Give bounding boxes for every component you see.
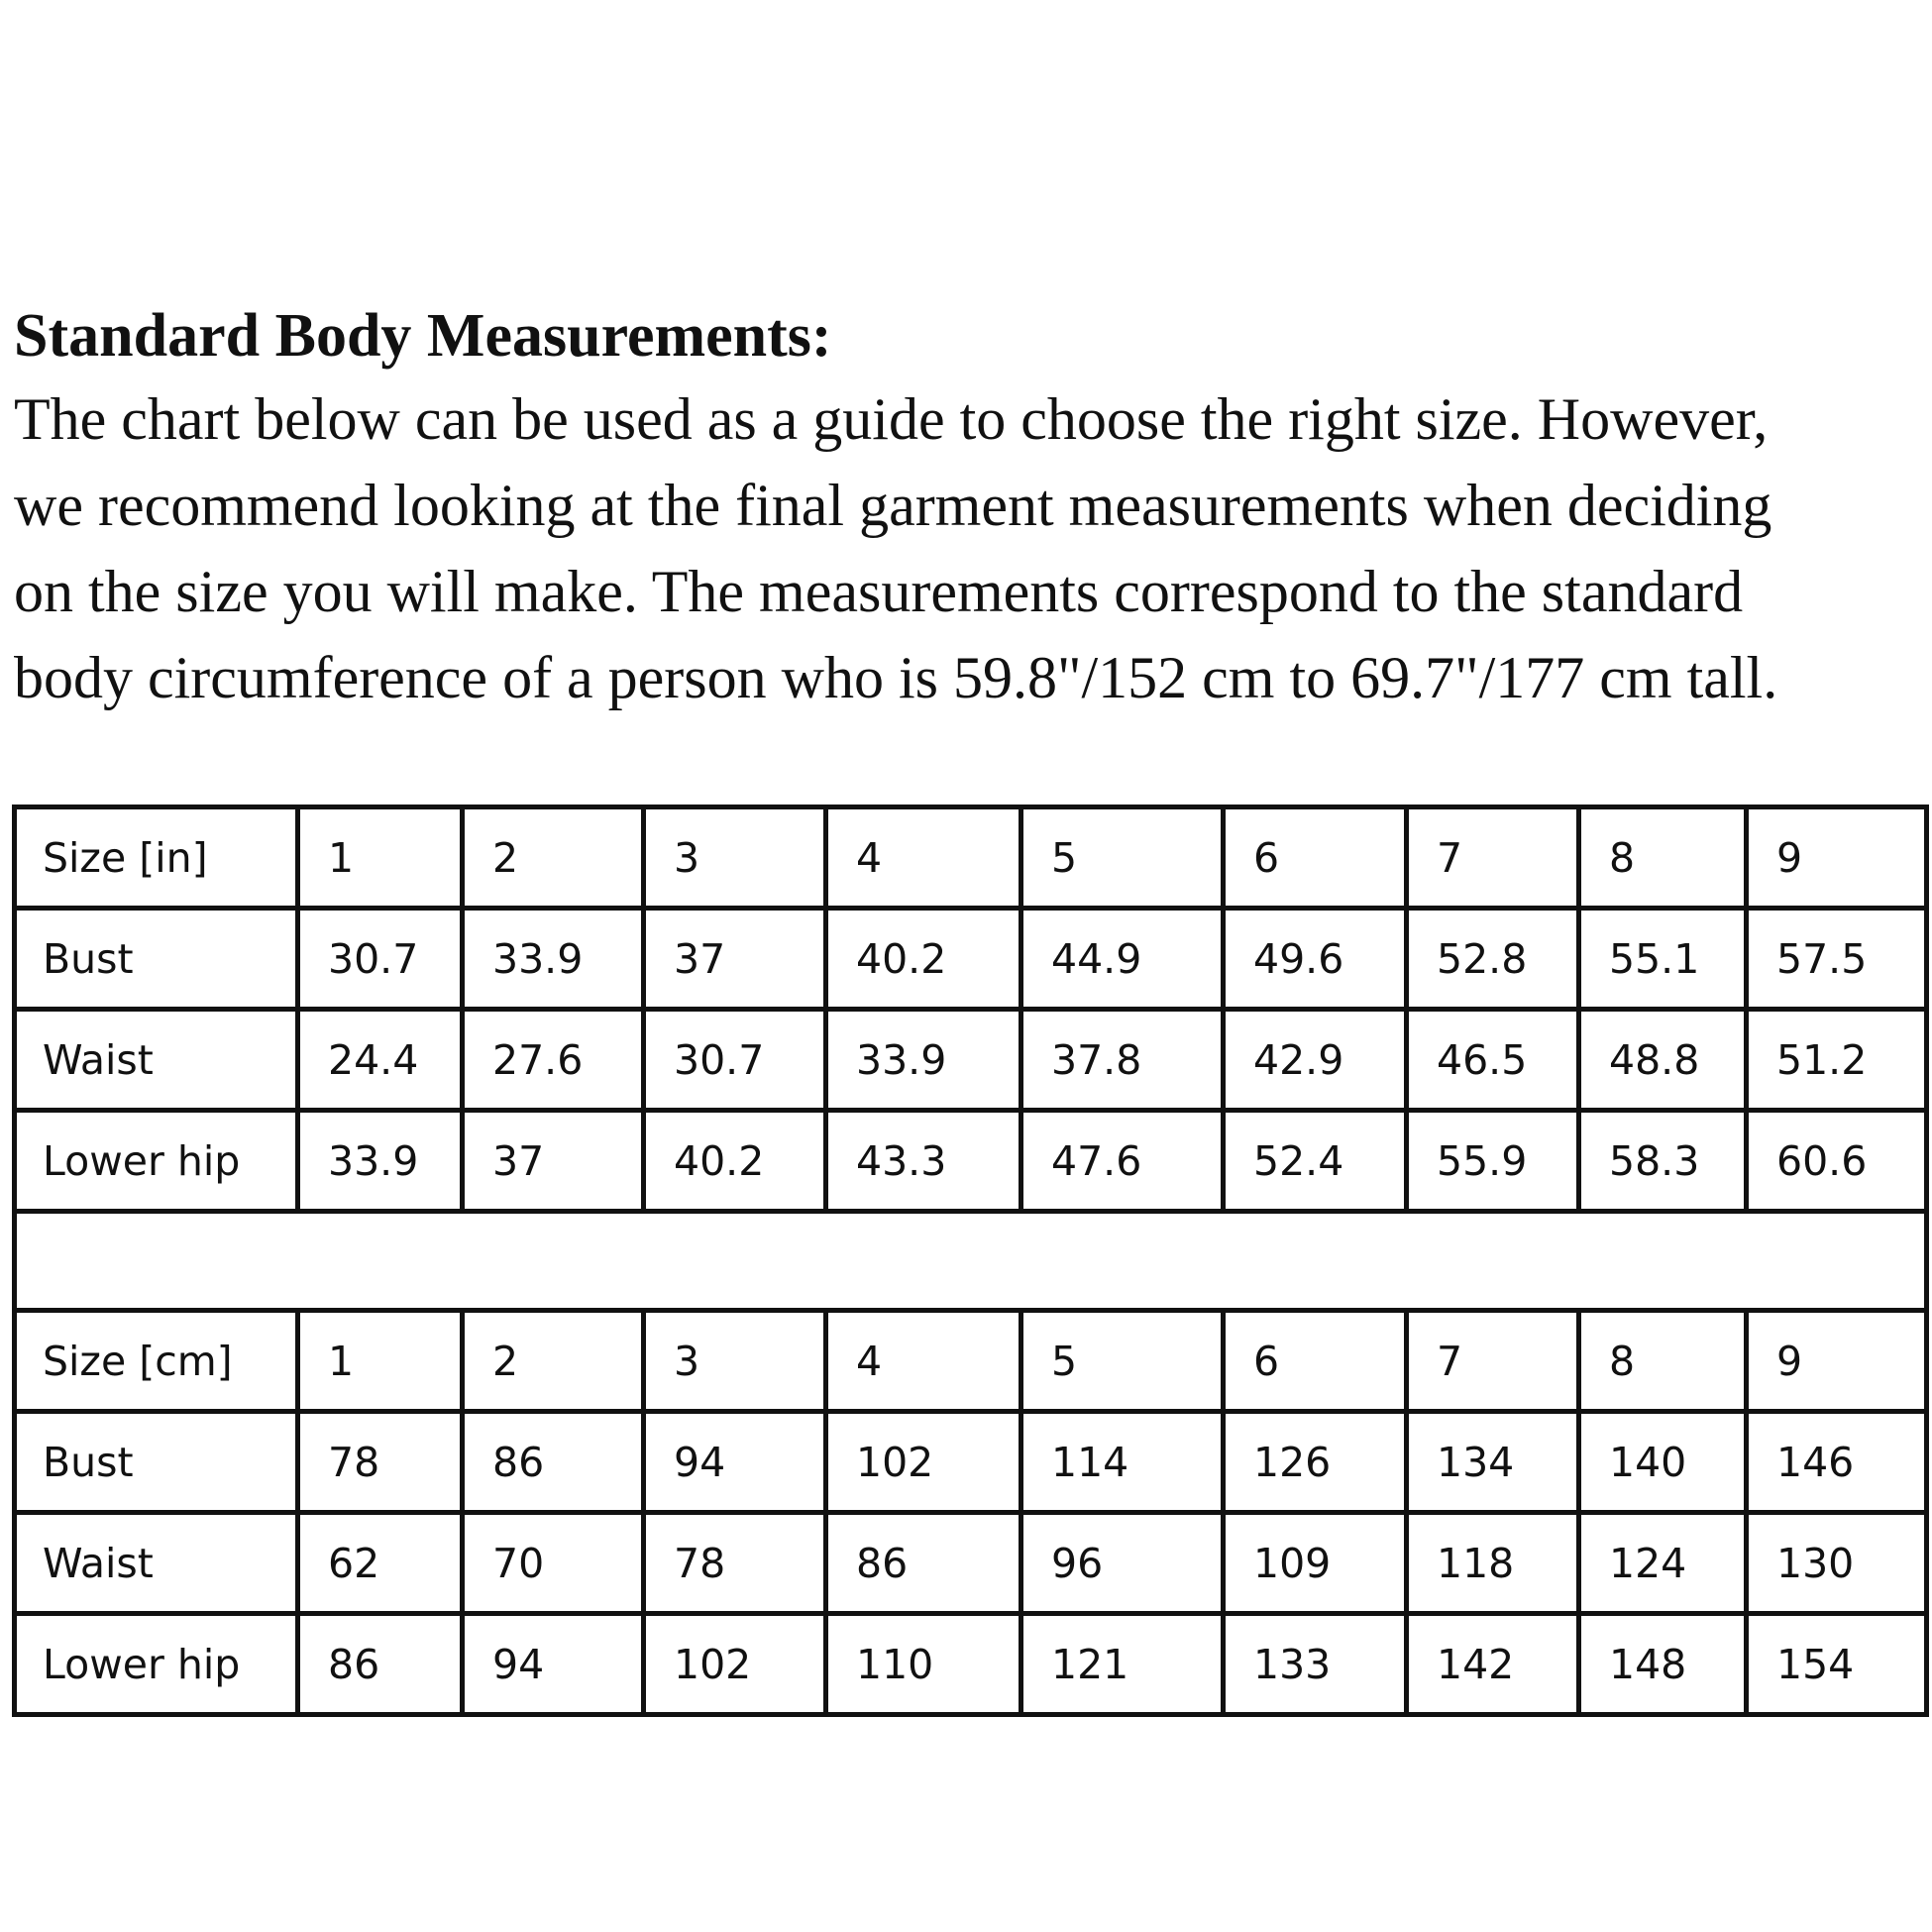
table-cell: 57.5 bbox=[1747, 909, 1927, 1010]
table-row bbox=[15, 909, 1927, 1010]
header-cell: 5 bbox=[1021, 807, 1224, 909]
table-cell: 46.5 bbox=[1407, 1010, 1579, 1111]
table-cell: 30.7 bbox=[644, 1010, 826, 1111]
header-cell: 1 bbox=[298, 807, 463, 909]
table-cell: 40.2 bbox=[826, 909, 1021, 1010]
table-cell: 109 bbox=[1224, 1513, 1407, 1614]
table-cell: 124 bbox=[1579, 1513, 1747, 1614]
header-cell: 4 bbox=[826, 1311, 1021, 1412]
table-row bbox=[15, 1412, 1927, 1513]
header-cell: 2 bbox=[463, 807, 644, 909]
table-cell: 30.7 bbox=[298, 909, 463, 1010]
header-cell: 8 bbox=[1579, 807, 1747, 909]
header-cell: 3 bbox=[644, 807, 826, 909]
page-title: Standard Body Measurements: bbox=[14, 302, 832, 370]
table-cell: 37 bbox=[463, 1111, 644, 1212]
table-cell: 40.2 bbox=[644, 1111, 826, 1212]
cm-header-row bbox=[15, 1311, 1927, 1412]
intro-section bbox=[14, 295, 1932, 721]
table-cell: 142 bbox=[1407, 1614, 1579, 1715]
table-cell: 114 bbox=[1021, 1412, 1224, 1513]
table-cell: 86 bbox=[298, 1614, 463, 1715]
header-cell: 6 bbox=[1224, 1311, 1407, 1412]
table-cell: 70 bbox=[463, 1513, 644, 1614]
table-cell: 126 bbox=[1224, 1412, 1407, 1513]
table-cell: 49.6 bbox=[1224, 909, 1407, 1010]
row-label: Waist bbox=[15, 1513, 298, 1614]
table-cell: 27.6 bbox=[463, 1010, 644, 1111]
table-row bbox=[15, 1010, 1927, 1111]
table-cell: 94 bbox=[463, 1614, 644, 1715]
table-cell: 130 bbox=[1747, 1513, 1927, 1614]
table-cell: 96 bbox=[1021, 1513, 1224, 1614]
table-cell: 37.8 bbox=[1021, 1010, 1224, 1111]
table-cell: 33.9 bbox=[463, 909, 644, 1010]
table-cell: 140 bbox=[1579, 1412, 1747, 1513]
header-cell: 9 bbox=[1747, 807, 1927, 909]
spacer-row bbox=[15, 1212, 1927, 1311]
row-label: Lower hip bbox=[15, 1614, 298, 1715]
table-row bbox=[15, 1614, 1927, 1715]
row-label: Bust bbox=[15, 909, 298, 1010]
header-cell: 7 bbox=[1407, 1311, 1579, 1412]
header-cell: 7 bbox=[1407, 807, 1579, 909]
header-cell: 9 bbox=[1747, 1311, 1927, 1412]
intro-paragraph-line-1: The chart below can be used as a guide to choose the right size. However, bbox=[14, 386, 1769, 452]
table-cell: 58.3 bbox=[1579, 1111, 1747, 1212]
intro-paragraph-line-4: body circumference of a person who is 59.8"/152 cm to 69.7"/177 cm tall. bbox=[14, 645, 1778, 710]
table-cell: 43.3 bbox=[826, 1111, 1021, 1212]
table-cell: 44.9 bbox=[1021, 909, 1224, 1010]
inch-header-row bbox=[15, 807, 1927, 909]
header-cell: 3 bbox=[644, 1311, 826, 1412]
header-cell: Size [in] bbox=[15, 807, 298, 909]
table-cell: 42.9 bbox=[1224, 1010, 1407, 1111]
table-cell: 52.8 bbox=[1407, 909, 1579, 1010]
table-cell: 94 bbox=[644, 1412, 826, 1513]
header-cell: 2 bbox=[463, 1311, 644, 1412]
table-cell: 102 bbox=[826, 1412, 1021, 1513]
table-cell: 24.4 bbox=[298, 1010, 463, 1111]
table-cell: 148 bbox=[1579, 1614, 1747, 1715]
table-cell: 86 bbox=[463, 1412, 644, 1513]
table-cell: 55.1 bbox=[1579, 909, 1747, 1010]
table-cell: 55.9 bbox=[1407, 1111, 1579, 1212]
table-cell: 102 bbox=[644, 1614, 826, 1715]
table-cell: 33.9 bbox=[826, 1010, 1021, 1111]
table-cell: 133 bbox=[1224, 1614, 1407, 1715]
table-cell: 154 bbox=[1747, 1614, 1927, 1715]
spacer-cell bbox=[15, 1212, 1927, 1311]
table-cell: 86 bbox=[826, 1513, 1021, 1614]
table-cell: 51.2 bbox=[1747, 1010, 1927, 1111]
intro-paragraph-line-3: on the size you will make. The measurements correspond to the standard bbox=[14, 559, 1744, 624]
table-cell: 37 bbox=[644, 909, 826, 1010]
header-cell: 4 bbox=[826, 807, 1021, 909]
header-cell: 1 bbox=[298, 1311, 463, 1412]
table-cell: 62 bbox=[298, 1513, 463, 1614]
table-cell: 52.4 bbox=[1224, 1111, 1407, 1212]
table-cell: 78 bbox=[644, 1513, 826, 1614]
header-cell: Size [cm] bbox=[15, 1311, 298, 1412]
table-cell: 118 bbox=[1407, 1513, 1579, 1614]
row-label: Bust bbox=[15, 1412, 298, 1513]
header-cell: 6 bbox=[1224, 807, 1407, 909]
table-row bbox=[15, 1513, 1927, 1614]
row-label: Lower hip bbox=[15, 1111, 298, 1212]
table-cell: 60.6 bbox=[1747, 1111, 1927, 1212]
table-cell: 146 bbox=[1747, 1412, 1927, 1513]
size-chart-table bbox=[12, 805, 1929, 1717]
header-cell: 8 bbox=[1579, 1311, 1747, 1412]
header-cell: 5 bbox=[1021, 1311, 1224, 1412]
intro-paragraph-line-2: we recommend looking at the final garment measurements when deciding bbox=[14, 473, 1772, 538]
table-cell: 47.6 bbox=[1021, 1111, 1224, 1212]
table-row bbox=[15, 1111, 1927, 1212]
table-cell: 121 bbox=[1021, 1614, 1224, 1715]
table-cell: 33.9 bbox=[298, 1111, 463, 1212]
table-cell: 78 bbox=[298, 1412, 463, 1513]
row-label: Waist bbox=[15, 1010, 298, 1111]
table-cell: 48.8 bbox=[1579, 1010, 1747, 1111]
table-cell: 134 bbox=[1407, 1412, 1579, 1513]
table-cell: 110 bbox=[826, 1614, 1021, 1715]
